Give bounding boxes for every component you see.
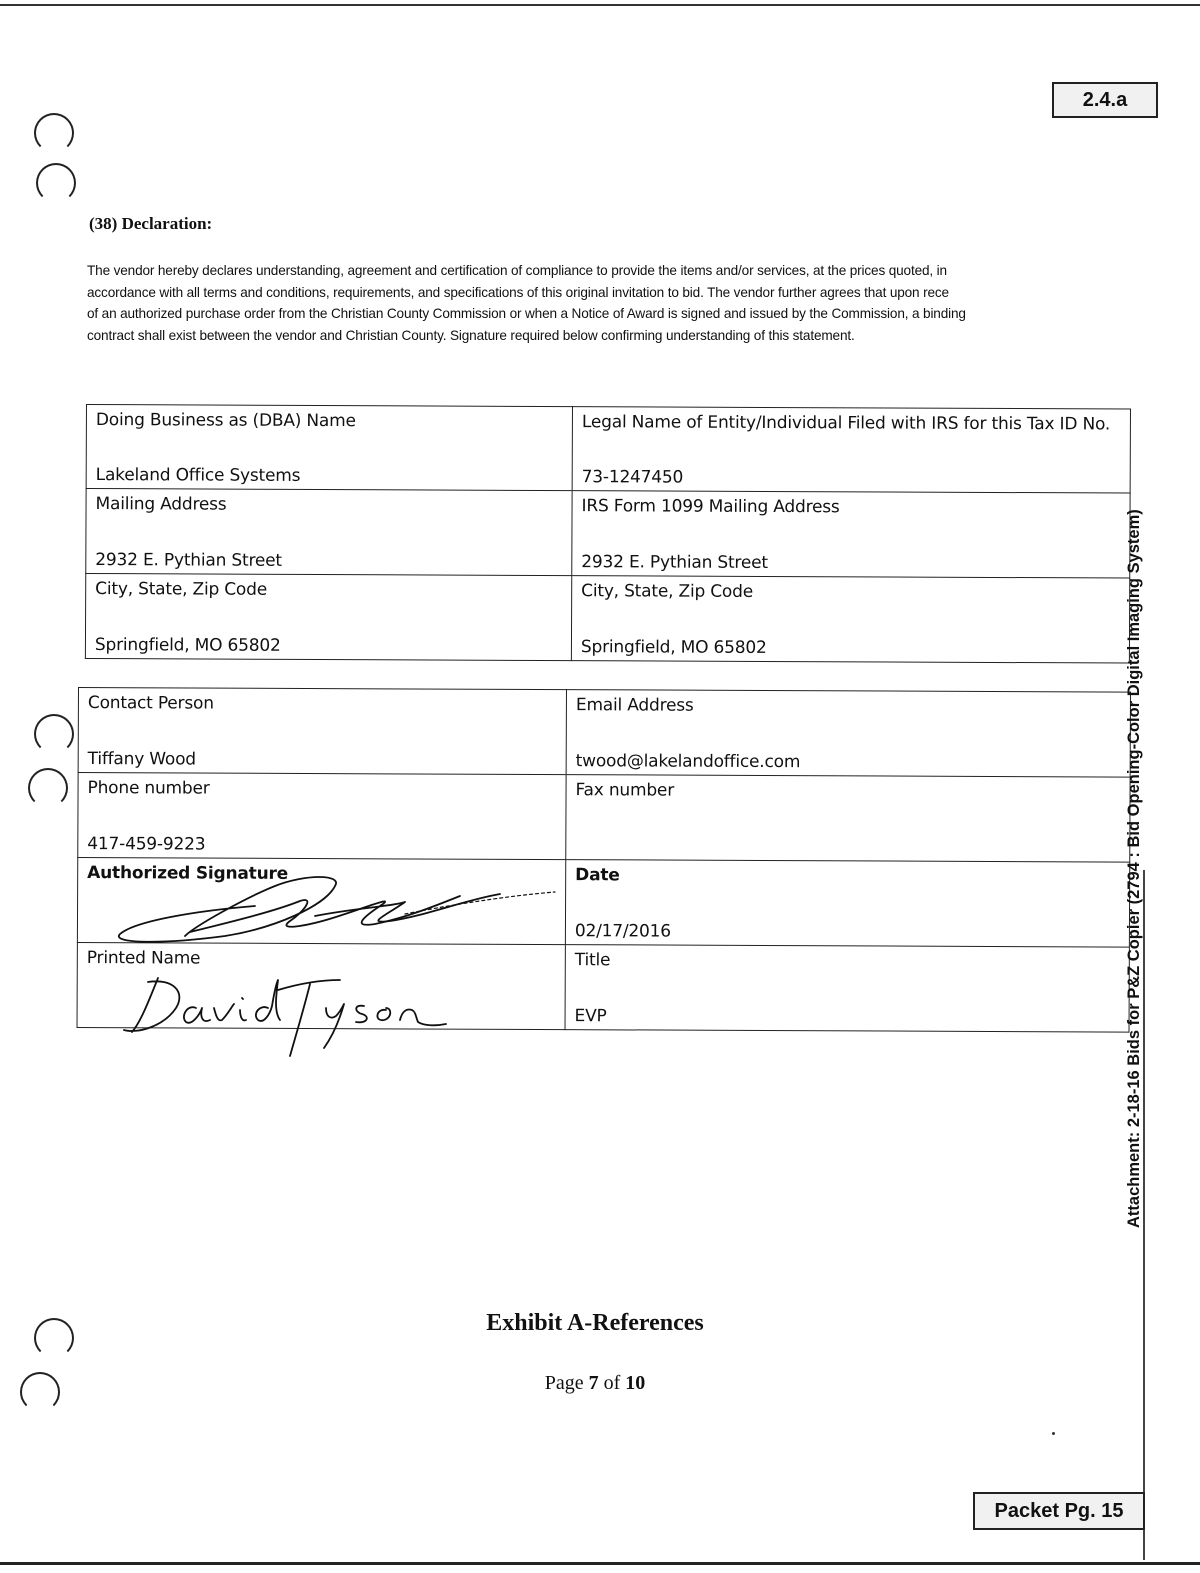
city-state-zip-label: City, State, Zip Code bbox=[95, 579, 268, 600]
scan-speck bbox=[1052, 1432, 1055, 1435]
email-value: twood@lakelandoffice.com bbox=[575, 751, 801, 773]
title-cell bbox=[565, 945, 1129, 1032]
title-value: EVP bbox=[574, 1006, 607, 1027]
page-prefix: Page bbox=[544, 1372, 584, 1394]
packet-page-tag: Packet Pg. 15 bbox=[973, 1492, 1145, 1530]
binder-hole bbox=[28, 768, 68, 808]
date-value: 02/17/2016 bbox=[574, 921, 671, 942]
signature-cell bbox=[77, 858, 565, 945]
legal-name-value: 73-1247450 bbox=[581, 467, 684, 488]
legal-name-label: Legal Name of Entity/Individual Filed with IRS for this Tax ID No. bbox=[581, 412, 1111, 435]
contact-person-label: Contact Person bbox=[87, 693, 214, 714]
attachment-side-note: Attachment: 2-18-16 Bids for P&Z Copier (2794 : Bid Opening-Color Digital Imaging System) bbox=[1125, 509, 1143, 1228]
email-cell bbox=[566, 690, 1130, 777]
binder-hole bbox=[34, 714, 74, 754]
fax-label: Fax number bbox=[575, 780, 675, 801]
mailing-address-label: Mailing Address bbox=[95, 494, 227, 515]
legal-name-cell bbox=[572, 407, 1130, 493]
reference-tag: 2.4.a bbox=[1052, 82, 1158, 118]
irs-mailing-address-value: 2932 E. Pythian Street bbox=[581, 552, 768, 573]
declaration-line: of an authorized purchase order from the Christian County Commission or when a Notice of Award is signed and issued by the Commission, a binding bbox=[87, 306, 966, 321]
irs-city-state-zip-label: City, State, Zip Code bbox=[581, 581, 754, 602]
binder-hole bbox=[34, 113, 74, 153]
mailing-address-value: 2932 E. Pythian Street bbox=[95, 550, 282, 571]
date-label: Date bbox=[575, 865, 620, 886]
contact-person-cell bbox=[78, 688, 566, 775]
phone-label: Phone number bbox=[87, 778, 210, 799]
page-number bbox=[0, 1372, 1190, 1395]
irs-mailing-address-cell bbox=[572, 491, 1130, 578]
irs-mailing-address-label: IRS Form 1099 Mailing Address bbox=[581, 496, 840, 518]
date-cell bbox=[565, 860, 1129, 947]
printed-name-label: Printed Name bbox=[86, 948, 201, 969]
declaration-heading: (38) Declaration: bbox=[89, 214, 213, 233]
declaration-line: accordance with all terms and conditions, requirements, and specifications of this original invitation to bid. The vendor further agrees that upon rece bbox=[87, 284, 949, 300]
irs-city-state-zip-value: Springfield, MO 65802 bbox=[580, 637, 767, 658]
contact-person-value: Tiffany Wood bbox=[87, 749, 196, 770]
fax-cell bbox=[566, 775, 1130, 862]
title-label: Title bbox=[574, 950, 611, 971]
binder-hole bbox=[36, 163, 76, 203]
contact-info-table bbox=[77, 687, 1131, 1033]
declaration-paragraph bbox=[87, 260, 1127, 346]
vendor-info-table bbox=[85, 404, 1131, 664]
page-of: of bbox=[603, 1372, 621, 1394]
city-state-zip-cell bbox=[85, 574, 571, 661]
printed-name-cell bbox=[77, 942, 565, 1029]
dba-label: Doing Business as (DBA) Name bbox=[95, 410, 356, 432]
signature-label: Authorized Signature bbox=[87, 863, 289, 884]
dba-cell bbox=[86, 405, 572, 491]
declaration-line: contract shall exist between the vendor and Christian County. Signature required below confirming understanding of this statement. bbox=[87, 327, 855, 343]
page-total: 10 bbox=[625, 1372, 646, 1394]
scan-bottom-edge bbox=[0, 1562, 1200, 1565]
phone-cell bbox=[78, 773, 566, 860]
exhibit-title: Exhibit A-References bbox=[486, 1310, 704, 1336]
irs-city-state-zip-cell bbox=[571, 576, 1129, 663]
city-state-zip-value: Springfield, MO 65802 bbox=[94, 635, 281, 656]
dba-value: Lakeland Office Systems bbox=[95, 465, 301, 486]
phone-value: 417-459-9223 bbox=[87, 834, 206, 855]
declaration-line: The vendor hereby declares understanding, agreement and certification of compliance to provide the items and/or services, at the prices quoted, in bbox=[87, 263, 947, 278]
email-label: Email Address bbox=[575, 695, 694, 716]
scan-top-edge bbox=[0, 4, 1200, 6]
page-current: 7 bbox=[588, 1372, 599, 1394]
mailing-address-cell bbox=[86, 489, 572, 576]
